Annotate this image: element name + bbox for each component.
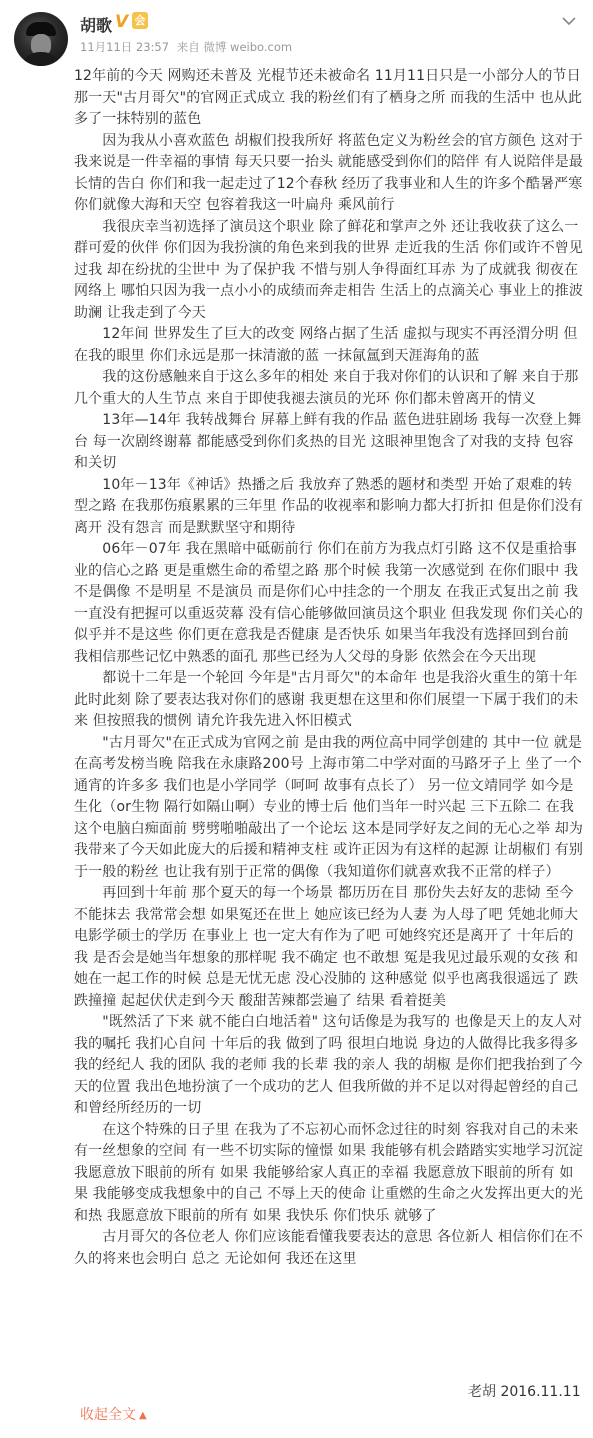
author-name[interactable]: 胡歌 xyxy=(80,16,113,35)
post-date[interactable]: 11月11日 23:57 xyxy=(80,40,170,54)
post-paragraph: 我的这份感触来自于这么多年的相处 来自于我对你们的认识和了解 来自于那几个重大的人生节点 来自于即使我褪去演员的光环 你们都未曾离开的情义 xyxy=(74,369,579,407)
post-body xyxy=(74,66,586,1270)
chevron-down-icon[interactable] xyxy=(560,14,578,28)
post-paragraph: 10年－13年《神话》热播之后 我放弃了熟悉的题材和类型 开始了艰难的转型之路 在我那伤痕累累的三年里 作品的收视率和影响力都大打折扣 但是你们没有离开 没有怨言 而是默默坚守和期待 xyxy=(74,476,584,536)
post-paragraph: "既然活了下来 就不能白白地活着" 这句话像是为我写的 也像是天上的友人对我的嘱托 我扪心自问 十年后的我 做到了吗 很坦白地说 身边的人做得比我多得多 我的经纪人 我的团队 我的老师 我的长辈 我的亲人 我的胡椒 是你们把我抬到了今天的位置 我出色地扮演了一个成功的艺人 但我所做的并不足以对得起曾经的自己和曾经所经历的一切 xyxy=(74,1014,583,1116)
collapse-label[interactable]: 收起全文 xyxy=(80,1407,136,1423)
post-paragraph: 都说十二年是一个轮回 今年是"古月哥欠"的本命年 也是我浴火重生的第十年 此时此刻 除了要表达我对你们的感谢 我更想在这里和你们展望一下属于我们的未来 但按照我的惯例 请允许我先进入怀旧模式 xyxy=(74,670,583,729)
caret-up-icon[interactable]: ▲ xyxy=(139,1410,147,1421)
post-paragraph: 古月哥欠的各位老人 你们应该能看懂我要表达的意思 各位新人 相信你们在不久的将来也会明白 总之 无论如何 我还在这里 xyxy=(74,1229,584,1267)
post-source[interactable]: 来自 微博 weibo.com xyxy=(176,40,293,54)
vip-badge-icon: 会 xyxy=(132,12,148,29)
post-paragraph: 13年—14年 我转战舞台 屏幕上鲜有我的作品 蓝色进驻剧场 我每一次登上舞台 每一次剧终谢幕 都能感受到你们炙热的目光 这眼神里饱含了对我的支持 包容和关切 xyxy=(74,412,582,471)
post-paragraph: 我很庆幸当初选择了演员这个职业 除了鲜花和掌声之外 还让我收获了这么一群可爱的伙伴 你们因为我扮演的角色来到我的世界 走近我的生活 你们或许不曾见过我 却在纷扰的尘世中 为了保护我 不惜与别人争得面红耳赤 为了成就我 彻夜在网络上 哪怕只因为我一点小小的成绩而奔走相告 生活上的点滴关心 事业上的推波助澜 让我走到了今天 xyxy=(74,218,584,321)
post-paragraph: 在这个特殊的日子里 在我为了不忘初心而怀念过往的时刻 容我对自己的未来 有一丝想象的空间 有一些不切实际的憧憬 如果 我能够有机会踏踏实实地学习沉淀 我愿意放下眼前的所有 如果 我能够给家人真正的幸福 我愿意放下眼前的所有 如果 我能够变成我想象中的自己 不辱上天的使命 让重燃的生命之火发挥出更大的光和热 我愿意放下眼前的所有 如果 我快乐 你们快乐 就够了 xyxy=(74,1121,588,1224)
post-paragraph: 06年－07年 我在黑暗中砥砺前行 你们在前方为我点灯引路 这不仅是重拾事业的信心之路 更是重燃生命的希望之路 那个时候 我第一次感觉到 在你们眼中 我不是偶像 不是明星 不是演员 而是你们心中挂念的一个朋友 在我正式复出之前 我一直没有把握可以重返荧幕 没有信心能够做回演员这个职业 但我发现 你们关心的似乎并不是这些 你们更在意我是否健康 是否快乐 如果当年我没有选择回到台前 我相信那些记忆中熟悉的面孔 那些已经为人父母的身影 依然会在今天出现 xyxy=(74,541,584,665)
post-header xyxy=(0,0,593,66)
post-paragraph: 12年前的今天 网购还未普及 光棍节还未被命名 11月11日只是一小部分人的节日 那一天"古月哥欠"的官网正式成立 我的粉丝们有了栖身之所 而我的生活中 也从此多了一抹特别的蓝色 xyxy=(74,68,586,127)
post-paragraph: 12年间 世界发生了巨大的改变 网络占据了生活 虚拟与现实不再泾渭分明 但在我的眼里 你们永远是那一抹清澈的蓝 一抹氤氲到天涯海角的蓝 xyxy=(74,326,578,364)
post-meta xyxy=(80,39,296,55)
collapse-full-text-link[interactable] xyxy=(80,1404,147,1424)
post-paragraph: 因为我从小喜欢蓝色 胡椒们投我所好 将蓝色定义为粉丝会的官方颜色 这对于我来说是一件幸福的事情 每天只要一抬头 就能感受到你们的陪伴 有人说陪伴是最长情的告白 你们和我一起走过了12个春秋 经历了我事业和人生的许多个酷暑严寒 你们就像大海和天空 包容着我这一叶扁舟 乘风前行 xyxy=(74,132,588,213)
post-paragraph: "古月哥欠"在正式成为官网之前 是由我的两位高中同学创建的 其中一位 就是在高考发榜当晚 陪我在永康路200号 上海市第二中学对面的马路牙子上 坐了一个通宵的许多多 我们也是小学同学（呵呵 故事有点长了） 另一位文靖同学 如今是生化（or生物 隔行如隔山啊）专业的博士后 他们当年一时兴起 三下五除二 在我这个电脑白痴面前 劈劈啪啪敲出了一个论坛 这本是同学好友之间的无心之举 却为我带来了今天如此庞大的后援和精神支柱 或许正因为有这样的起源 让胡椒们 有别于一般的粉丝 也让我有别于正常的偶像（我知道你们就喜欢我不正常的样子） xyxy=(74,734,584,880)
avatar[interactable] xyxy=(14,12,68,66)
post-paragraph: 再回到十年前 那个夏天的每一个场景 都历历在目 那份失去好友的悲恸 至今不能抹去 我常常会想 如果冤还在世上 她应该已经为人妻 为人母了吧 凭她北师大电影学硕士的学历 在事业上 也一定大有作为了吧 可她终究还是离开了 十年后的我 是否会是她当年想象的那样呢 我不确定 也不敢想 冤是我见过最乐观的女孩 和她在一起工作的时候 总是无忧无虑 没心没肺的 这种感觉 似乎也离我很遥远了 跌跌撞撞 起起伏伏走到今天 酸甜苦辣都尝遍了 结果 看着挺美 xyxy=(74,885,579,1009)
post-signature: 老胡 2016.11.11 xyxy=(468,1384,581,1400)
verified-badge-icon: V xyxy=(115,12,129,32)
